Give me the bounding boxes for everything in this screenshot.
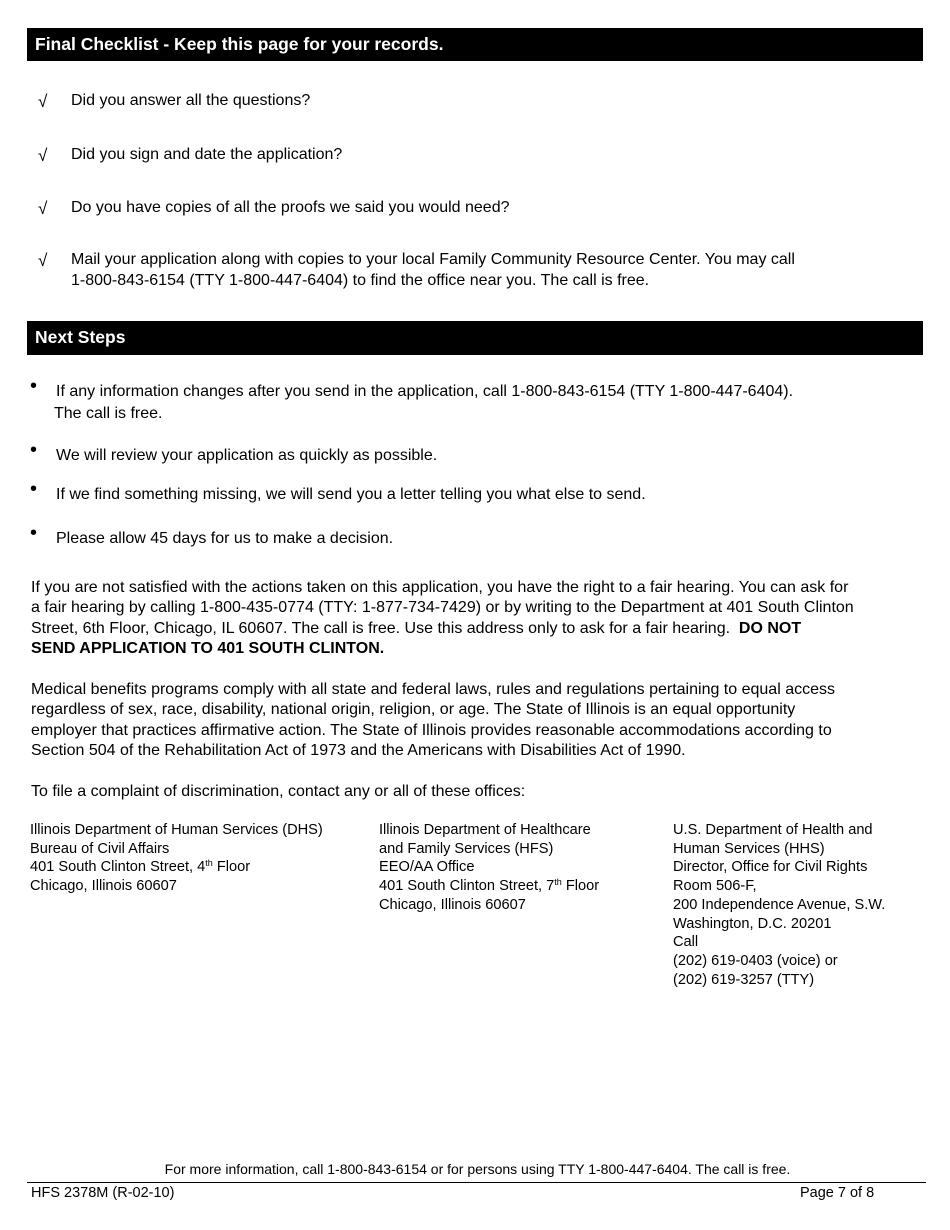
paragraph-line: Section 504 of the Rehabilitation Act of 1973 and the Americans with Disabilities Act of 1990. [31,742,686,760]
checklist-item-text: Mail your application along with copies to your local Family Community Resource Center. You may call [71,251,795,268]
checkmark-icon: √ [38,251,48,270]
checkmark-icon: √ [38,199,48,218]
paragraph-line: employer that practices affirmative action. The State of Illinois provides reasonable accommodations according to [31,721,832,739]
office-address-dhs [30,821,323,896]
bullet-icon: • [30,375,38,397]
address-line: Chicago, Illinois 60607 [30,878,177,895]
address-line: (202) 619-0403 (voice) or [673,952,838,969]
next-step-text: If we find something missing, we will send you a letter telling you what else to send. [56,486,646,503]
paragraph-line-text: Street, 6th Floor, Chicago, IL 60607. The call is free. Use this address only to ask for a fair hearing. [31,619,731,637]
address-line: Director, Office for Civil Rights [673,859,868,876]
address-line: 401 South Clinton Street, 4th Floor [30,858,251,876]
address-line: U.S. Department of Health and [673,822,873,838]
address-line: (202) 619-3257 (TTY) [673,971,815,988]
next-steps-heading: Next Steps [27,321,923,355]
address-line: Human Services (HHS) [673,840,825,857]
footer-contact-note: For more information, call 1-800-843-6154 or for persons using TTY 1-800-447-6404. The call is free. [164,1161,791,1177]
next-step-text: If any information changes after you send in the application, call 1-800-843-6154 (TTY 1-800-447-6404). [56,383,794,400]
next-step-text: We will review your application as quickly as possible. [56,447,438,464]
equal-access-paragraph [31,680,931,762]
address-line: Bureau of Civil Affairs [30,840,170,857]
address-line: 200 Independence Avenue, S.W. [673,896,886,913]
final-checklist-heading: Final Checklist - Keep this page for your records. [27,28,923,61]
address-line: EEO/AA Office [379,859,475,876]
bullet-icon: • [30,478,38,500]
paragraph-line: Medical benefits programs comply with all state and federal laws, rules and regulations pertaining to equal access [31,681,835,698]
checklist-item-text: 1-800-843-6154 (TTY 1-800-447-6404) to find the office near you. The call is free. [71,271,650,289]
page-number: Page 7 of 8 [800,1185,875,1201]
paragraph-line: a fair hearing by calling 1-800-435-0774 (TTY: 1-877-734-7429) or by writing to the Department at 401 South Clinton [31,599,854,617]
checkmark-icon: √ [38,92,48,111]
complaint-intro: To file a complaint of discrimination, contact any or all of these offices: [31,783,526,800]
next-step-text: Please allow 45 days for us to make a decision. [56,530,394,547]
bullet-icon: • [30,439,38,461]
form-id: HFS 2378M (R-02-10) [31,1185,175,1201]
address-line: Washington, D.C. 20201 [673,915,832,932]
address-line: Call [673,934,699,951]
address-line: and Family Services (HFS) [379,840,554,857]
address-line: Illinois Department of Human Services (DHS) [30,822,323,838]
paragraph-line [31,619,931,639]
checklist-item-text: Did you answer all the questions? [71,92,311,109]
next-step-text: The call is free. [54,405,163,422]
bullet-icon: • [30,522,38,544]
paragraph-line: If you are not satisfied with the actions taken on this application, you have the right to a fair hearing. You can ask for [31,579,849,596]
bold-warning: DO NOT [738,619,802,637]
address-line: 401 South Clinton Street, 7th Floor [379,877,600,895]
footer-divider [27,1182,926,1183]
address-line: Room 506-F, [673,878,757,895]
paragraph-line: regardless of sex, race, disability, national origin, religion, or age. The State of Illinois is an equal opportunity [31,701,796,719]
paragraph-line [31,639,931,659]
address-line: Illinois Department of Healthcare [379,822,591,838]
office-address-hhs [673,821,885,989]
fair-hearing-paragraph [31,578,931,660]
office-address-hfs [379,821,599,915]
address-line: Chicago, Illinois 60607 [379,896,526,913]
checklist-item-text: Did you sign and date the application? [71,146,343,163]
checklist-item-text: Do you have copies of all the proofs we said you would need? [71,199,510,216]
checkmark-icon: √ [38,146,48,165]
bold-warning: SEND APPLICATION TO 401 SOUTH CLINTON. [31,640,385,658]
